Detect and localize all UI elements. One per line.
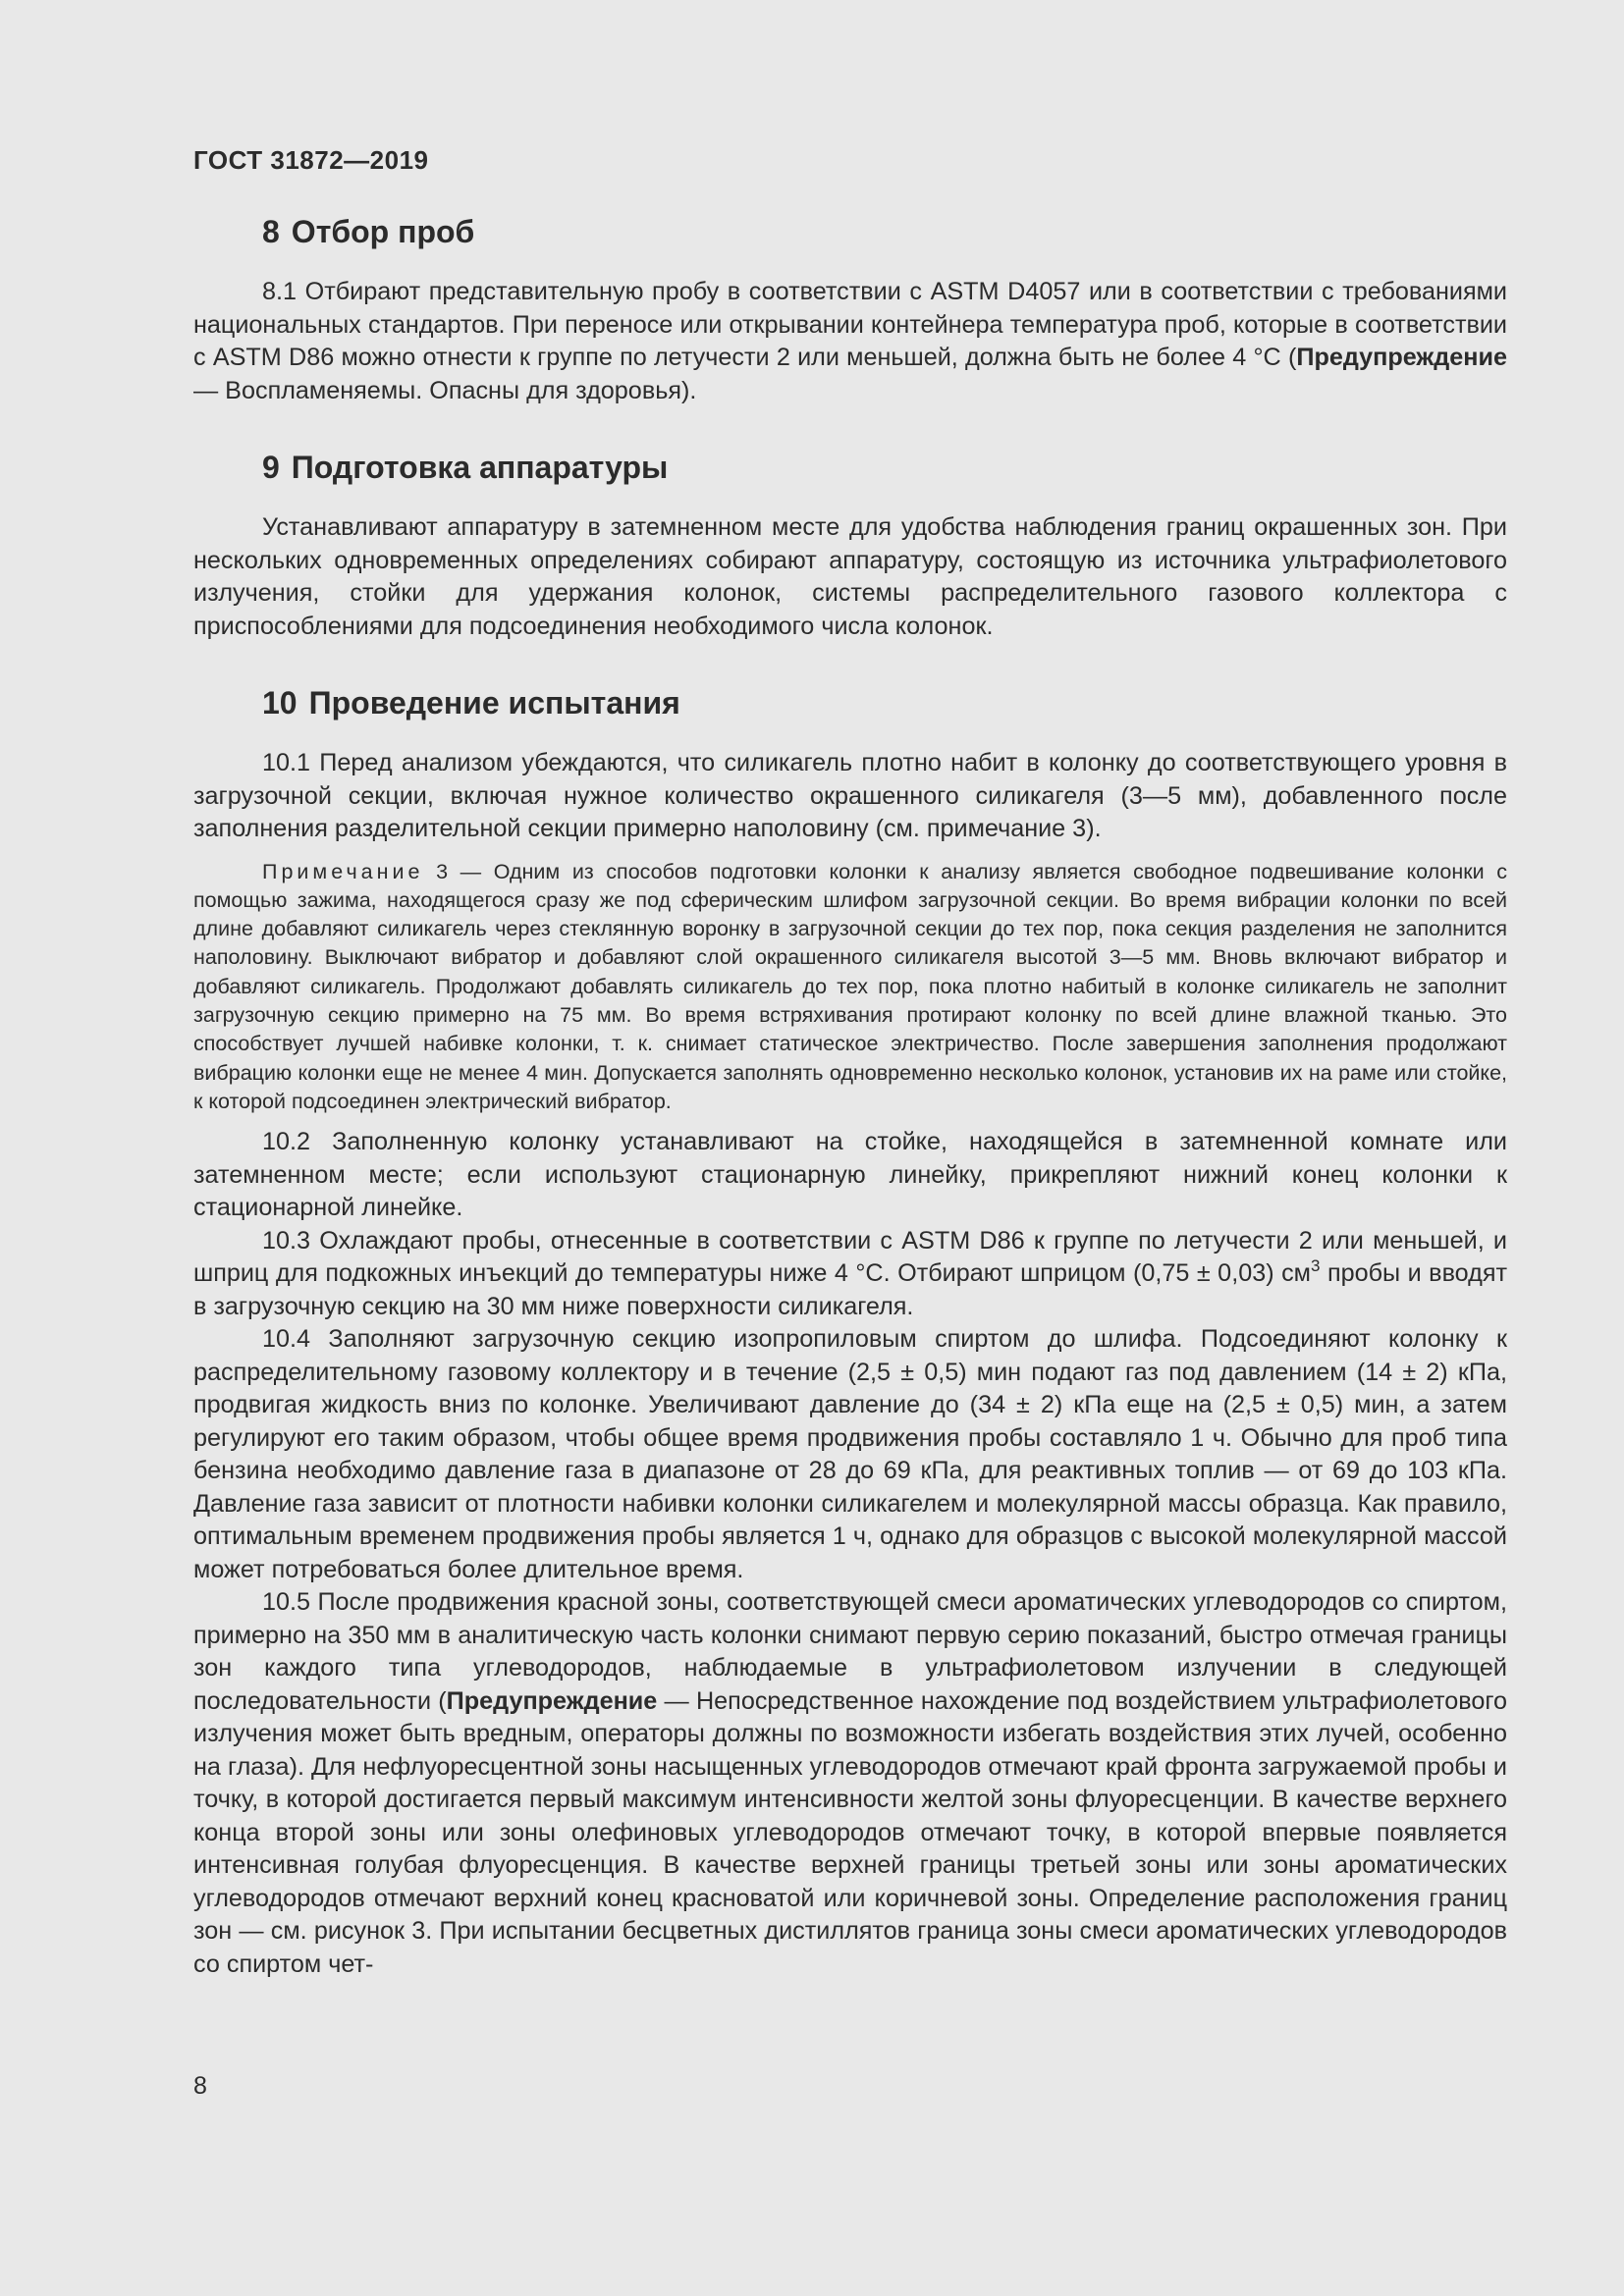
section-8-title: Отбор проб — [291, 214, 475, 249]
section-10-number: 10 — [262, 685, 298, 721]
superscript-3: 3 — [1311, 1256, 1321, 1276]
paragraph-10-3-text-end: пробы и вводят в загрузочную секцию на 30 мм ниже поверхности силикагеля. — [193, 1259, 1507, 1320]
document-id: ГОСТ 31872—2019 — [193, 145, 429, 175]
warning-label: Предупреждение — [1296, 344, 1507, 371]
page-number: 8 — [193, 2072, 207, 2100]
section-10-heading — [262, 684, 1507, 721]
paragraph-10-4: 10.4 Заполняют загрузочную секцию изопропиловым спиртом до шлифа. Подсоединяют колонку к распределительному газовому коллектору и в течение (2,5 ± 0,5) мин подают газ под давлением (14 ± 2) кПа, продвигая жидкость вниз по колонке. Увеличивают давление до (34 ± 2) кПа еще на (2,5 ± 0,5) мин, а затем регулируют его таким образом, чтобы общее время продвижения пробы составляло 1 ч. Обычно для проб типа бензина необходимо давление газа в диапазоне от 28 до 69 кПа, для реактивных топлив — от 69 до 103 кПа. Давление газа зависит от плотности набивки колонки силикагелем и молекулярной массы образца. Как правило, оптимальным временем продвижения пробы является 1 ч, однако для образцов с высокой молекулярной массой может потребоваться более длительное время. — [193, 1325, 1507, 1583]
section-9-heading — [262, 449, 1507, 486]
document-page — [193, 145, 1507, 1981]
paragraph-8-1-text: 8.1 Отбирают представительную пробу в соответствии с ASTM D4057 или в соответствии с требованиями национальных стандартов. При переносе или открывании контейнера температура проб, которые в соответствии с ASTM D86 можно отнести к группе по летучести 2 или меньшей, должна быть не более 4 °С ( — [193, 278, 1507, 371]
paragraph-9-1: Устанавливают аппаратуру в затемненном месте для удобства наблюдения границ окрашенных зон. При нескольких одновременных определениях собирают аппаратуру, состоящую из источника ультрафиолетового излучения, стойки для удержания колонок, системы распределительного газового коллектора с приспособлениями для подсоединения необходимого числа колонок. — [193, 513, 1507, 640]
note-label: Примечание — [262, 859, 424, 883]
section-8-heading — [262, 213, 1507, 250]
section-9-title: Подготовка аппаратуры — [291, 450, 669, 485]
paragraph-10-5-text-end: — Непосредственное нахождение под воздействием ультрафиолетового излучения может быть вредным, операторы должны по возможности избегать воздействия этих лучей, особенно на глаза). Для нефлуоресцентной зоны насыщенных углеводородов отмечают край фронта загружаемой пробы и точку, в которой достигается первый максимум интенсивности желтой зоны флуоресценции. В качестве верхнего конца второй зоны или зоны олефиновых углеводородов отмечают точку, в которой впервые появляется интенсивная голубая флуоресценция. В качестве верхней границы третьей зоны или зоны ароматических углеводородов отмечают верхний конец красноватой или коричневой зоны. Определение расположения границ зон — см. рисунок 3. При испытании бесцветных дистиллятов граница зоны смеси ароматических углеводородов со спиртом чет- — [193, 1686, 1507, 1978]
paragraph-10-3 — [193, 1225, 1507, 1324]
paragraph-10-5-text: 10.5 После продвижения красной зоны, соответствующей смеси ароматических углеводородов со спиртом, примерно на 350 мм в аналитическую часть колонки снимают первую серию показаний, быстро отмечая границы зон каждого типа углеводородов, наблюдаемые в ультрафиолетовом излучении в следующей последовательности ( — [193, 1588, 1507, 1715]
paragraph-8-1-text-end: — Воспламеняемы. Опасны для здоровья). — [193, 376, 697, 404]
section-8-number: 8 — [262, 214, 280, 249]
section-10-title: Проведение испытания — [308, 685, 680, 721]
warning-label: Предупреждение — [446, 1686, 658, 1715]
section-8 — [193, 213, 1507, 407]
section-10 — [193, 684, 1507, 1981]
paragraph-8-1 — [193, 276, 1507, 407]
paragraph-10-5 — [193, 1586, 1507, 1981]
note-text: 3 — Одним из способов подготовки колонки к анализу является свободное подвешивание колонки с помощью зажима, находящегося сразу же под сферическим шлифом загрузочной секции. Во время вибрации колонки по всей длине добавляют силикагель через стеклянную воронку в загрузочной секции до тех пор, пока секция разделения не заполнится наполовину. Выключают вибратор и добавляют слой окрашенного силикагеля высотой 3—5 мм. Вновь включают вибратор и добавляют силикагель. Продолжают добавлять силикагель до тех пор, пока плотно набитый в колонке силикагель не заполнит загрузочную секцию примерно на 75 мм. Во время встряхивания протирают колонку по всей длине влажной тканью. Это способствует лучшей набивке колонки, т. к. снимает статическое электричество. После завершения заполнения продолжают вибрацию колонки еще не менее 4 мин. Допускается заполнять одновременно несколько колонок, установив их на раме или стойке, к которой подсоединен электрический вибратор. — [193, 859, 1507, 1113]
paragraph-10-3-text: 10.3 Охлаждают пробы, отнесенные в соответствии с ASTM D86 к группе по летучести 2 или меньшей, и шприц для подкожных инъекций до температуры ниже 4 °С. Отбирают шприцом (0,75 ± 0,03) см — [193, 1226, 1507, 1288]
section-9-number: 9 — [262, 450, 280, 485]
paragraph-10-2: 10.2 Заполненную колонку устанавливают на стойке, находящейся в затемненной комнате или затемненном месте; если используют стационарную линейку, прикрепляют нижний конец колонки к стационарной линейке. — [193, 1128, 1507, 1222]
section-9 — [193, 449, 1507, 643]
paragraph-10-1: 10.1 Перед анализом убеждаются, что силикагель плотно набит в колонку до соответствующего уровня в загрузочной секции, включая нужное количество окрашенного силикагеля (3—5 мм), добавленного после заполнения разделительной секции примерно наполовину (см. примечание 3). — [193, 749, 1507, 842]
note-3 — [193, 858, 1507, 1117]
